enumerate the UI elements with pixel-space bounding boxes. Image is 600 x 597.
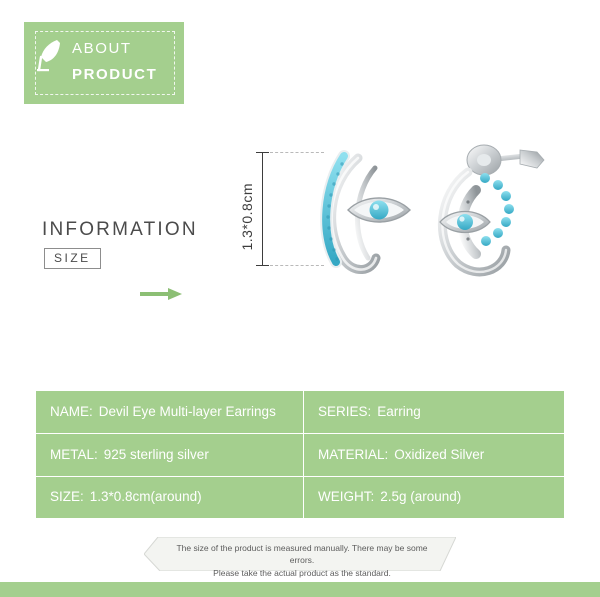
note-text (172, 542, 432, 579)
spec-key: SERIES: (318, 403, 372, 419)
note-line-1: The size of the product is measured manually. There may be some errors. (176, 543, 428, 566)
spec-value: Oxidized Silver (394, 446, 485, 462)
spec-cell-series (304, 391, 564, 433)
spec-key: SIZE: (50, 488, 84, 504)
green-arrow-icon (140, 288, 182, 300)
spec-cell-weight (304, 477, 564, 518)
spec-cell-metal (36, 434, 304, 475)
footer-note (144, 537, 456, 578)
information-title: INFORMATION (42, 219, 198, 240)
spec-key: WEIGHT: (318, 488, 375, 504)
spec-value: 1.3*0.8cm(around) (89, 488, 202, 504)
spec-value: Earring (377, 403, 421, 419)
about-product-header (24, 22, 184, 104)
size-tag: SIZE (44, 248, 101, 269)
note-line-2: Please take the actual product as the standard. (213, 567, 391, 578)
spec-value: Devil Eye Multi-layer Earrings (98, 403, 276, 419)
bottom-green-bar (0, 582, 600, 597)
dimension-label: 1.3*0.8cm (239, 183, 255, 251)
spec-cell-material (304, 434, 564, 475)
quill-pen-icon (37, 38, 63, 72)
product-label: PRODUCT (72, 66, 158, 83)
spec-key: METAL: (50, 446, 98, 462)
about-label: ABOUT (72, 40, 132, 57)
spec-key: MATERIAL: (318, 446, 389, 462)
spec-value: 925 sterling silver (103, 446, 209, 462)
spec-value: 2.5g (around) (380, 488, 462, 504)
table-row (36, 391, 564, 433)
table-row (36, 476, 564, 518)
spec-cell-size (36, 477, 304, 518)
spec-cell-name (36, 391, 304, 433)
earrings-illustration (232, 138, 572, 288)
spec-key: NAME: (50, 403, 93, 419)
product-photo (232, 138, 572, 288)
specification-table (36, 391, 564, 518)
table-row (36, 433, 564, 475)
